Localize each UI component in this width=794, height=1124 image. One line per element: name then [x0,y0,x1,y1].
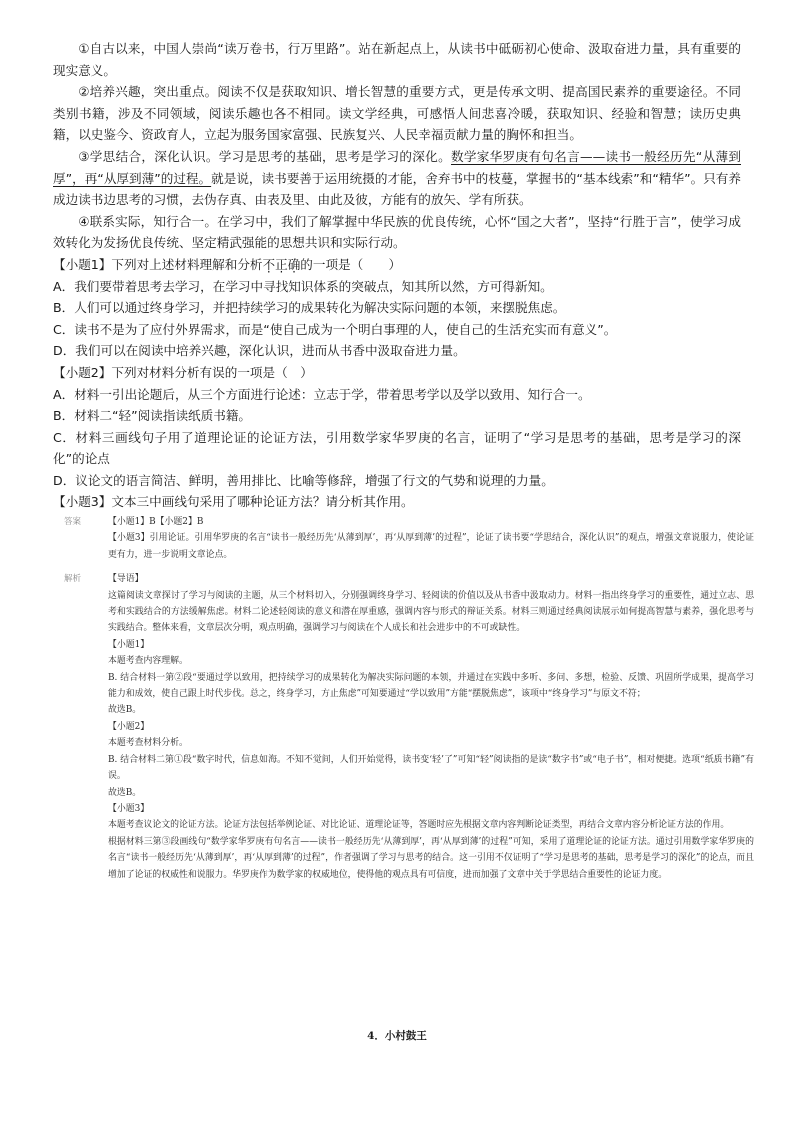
emphasis-dot-char: 不 [262,256,276,272]
reading-material [53,38,741,513]
sub3-text-b: 根据材料三第③段画线句“数学家华罗庚有句名言——读书一般经历先‘从薄到厚’，再‘从厚到薄’的过程”可知，采用了道理论证的论证方法。通过引用数学家华罗庚的名言“读书一般经历先‘从薄到厚’，再‘从厚到薄’的过程”，作者强调了学习与思考的结合。这一引用不仅证明了“学习是思考的基础，思考是学习的深化”的论点，而且增加了论证的权威性和说服力。华罗庚作为数学家的权威地位，使得他的观点具有可信度，进而加强了文章中关于学思结合重要性的论证力度。 [108,836,754,880]
question-2-option-b: B．材料二“轻”阅读指读纸质书籍。 [53,408,252,424]
paragraph-3-tail: 就是说，读书要善于运用统摄的才能，舍弃书中的枝蔓，掌握书的“基本线索”和“精华”。只有养成边读书边思考的习惯，去伪存真、由表及里、由此及彼，方能有的放矢、学有所获。 [53,170,741,208]
question-1-stem: 【小题1】下列对上述材料理解和分析不正确的一项是（ ） [53,256,402,272]
paragraph-3-lead: ③学思结合，深化认识。学习是思考的基础，思考是学习的深化。 [78,148,451,164]
answer-line-1: 【小题1】B【小题2】B [108,517,204,527]
question-1-option-a: A．我们要带着思考去学习，在学习中寻找知识体系的突破点，知其所以然，方可得新知。 [53,278,553,294]
question-1-option-c: C．读书不是为了应付外界需求，而是“使自己成为一个明白事理的人，使自己的生活充实而有意义”。 [53,321,617,337]
sub2-title: 【小题2】 [108,721,150,732]
sub1-title: 【小题1】 [108,639,150,650]
answer-block [64,514,754,563]
question-3-stem: 【小题3】文本三中画线句采用了哪种论证方法？请分析其作用。 [53,494,414,510]
next-section-title: 4．小村鼓王 [367,1030,427,1042]
analysis-body [108,571,754,883]
material-paragraph-4: ④联系实际，知行合一。在学习中，我们了解掌握中华民族的优良传统，心怀“国之大者”，坚持“行胜于言”，使学习成效转化为发扬优良传统、坚定精武强能的思想共识和实际行动。 [53,213,741,251]
question-2-option-c: C．材料三画线句子用了道理论证的论证方法，引用数学家华罗庚的名言，证明了“学习是思考的基础，思考是学习的深化”的论点 [53,429,741,467]
answer-label: 答案 [64,517,82,527]
sub2-text-a: 本题考查材料分析。 [108,738,188,749]
analysis-label: 解析 [64,574,82,585]
answer-line-2: 【小题3】引用论证。引用华罗庚的名言“读书一般经历先‘从薄到厚’，再‘从厚到薄’的过程”，论证了读书要“学思结合，深化认识”的观点，增强文章说服力，使论证更有力，进一步说明文章论点。 [108,533,754,560]
sub2-text-b: B. 结合材料二第①段“数字时代，信息如海。不知不觉间，人们开始觉得，读书变‘轻’了”可知“轻”阅读指的是读“数字书”或“电子书”，相对便捷。选项“纸质书籍”有误。 [108,754,754,782]
sub2-text-c: 故选B。 [108,787,142,798]
sub3-text-a: 本题考查议论文的论证方法。论证方法包括举例论证、对比论证、道理论证等，答题时应先根据文章内容判断论证类型，再结合文章内容分析论证方法的作用。 [108,820,730,831]
analysis-block [64,571,754,883]
question-2-option-d: D．议论文的语言简洁、鲜明，善用排比、比喻等修辞，增强了行文的气势和说理的力量。 [53,472,554,488]
question-1-option-d: D．我们可以在阅读中培养兴趣，深化认识，进而从书香中汲取奋进力量。 [53,343,466,359]
guide-text: 这篇阅读文章探讨了学习与阅读的主题，从三个材料切入，分别强调终身学习、轻阅读的价值以及从书香中汲取动力。材料一指出终身学习的重要性，通过立志、思考和实践结合的方法缓解焦虑。材料二论述轻阅读的意义和潜在厚重感，强调内容与形式的辩证关系。材料三则通过经典阅读展示如何提高智慧与素养，强化思考与实践结合。整体来看，文章层次分明，观点明确，强调学习与阅读在个人成长和社会进步中的不可或缺性。 [108,590,754,634]
sub1-text-c: 故选B。 [108,705,142,716]
emphasis-dot-char: 正 [275,256,288,272]
answer-section [64,514,754,883]
emphasis-dot-char: 确 [287,256,301,272]
question-1-option-b: B．人们可以通过终身学习，并把持续学习的成果转化为解决实际问题的本领，来摆脱焦虑。 [53,300,566,316]
material-paragraph-2: ②培养兴趣，突出重点。阅读不仅是获取知识、增长智慧的重要方式，更是传承文明、提高国民素养的重要途径。不同类别书籍，涉及不同领域，阅读乐趣也各不相同。读文学经典，可感悟人间悲喜冷暖，获取知识、经验和智慧；读历史典籍，以史鉴今、资政育人，立起为服务国家富强、民族复兴、人民幸福贡献力量的胸怀和担当。 [53,84,741,143]
question-2-option-a: A．材料一引出论题后，从三个方面进行论述：立志于学，带着思考学以及学以致用、知行合一。 [53,386,591,402]
material-paragraph-3 [53,146,741,211]
sub1-text-a: 本题考查内容理解。 [108,656,188,667]
guide-title: 【导语】 [108,574,144,585]
answer-body [108,514,754,563]
material-paragraph-1: ①自古以来，中国人崇尚“读万卷书，行万里路”。站在新起点上，从读书中砥砺初心使命、汲取奋进力量，具有重要的现实意义。 [53,41,741,78]
question-2-stem: 【小题2】下列对材料分析有误的一项是（ ） [53,364,313,380]
sub1-text-b: B. 结合材料一第②段“要通过学以致用，把持续学习的成果转化为解决实际问题的本领，并通过在实践中多听、多问、多想，检验、反馈、巩固所学成果，提高学习能力和成效，使自己跟上时代步伐。总之，终身学习，方止焦虑”可知要通过“学以致用”方能“摆脱焦虑”，该项中“终身学习”与原文不符； [108,672,754,700]
sub3-title: 【小题3】 [108,803,150,814]
underlined-sentence: 数学家华罗庚有句名言——读书一般经历先“从薄到厚”，再“从厚到薄”的过程。 [53,148,741,186]
